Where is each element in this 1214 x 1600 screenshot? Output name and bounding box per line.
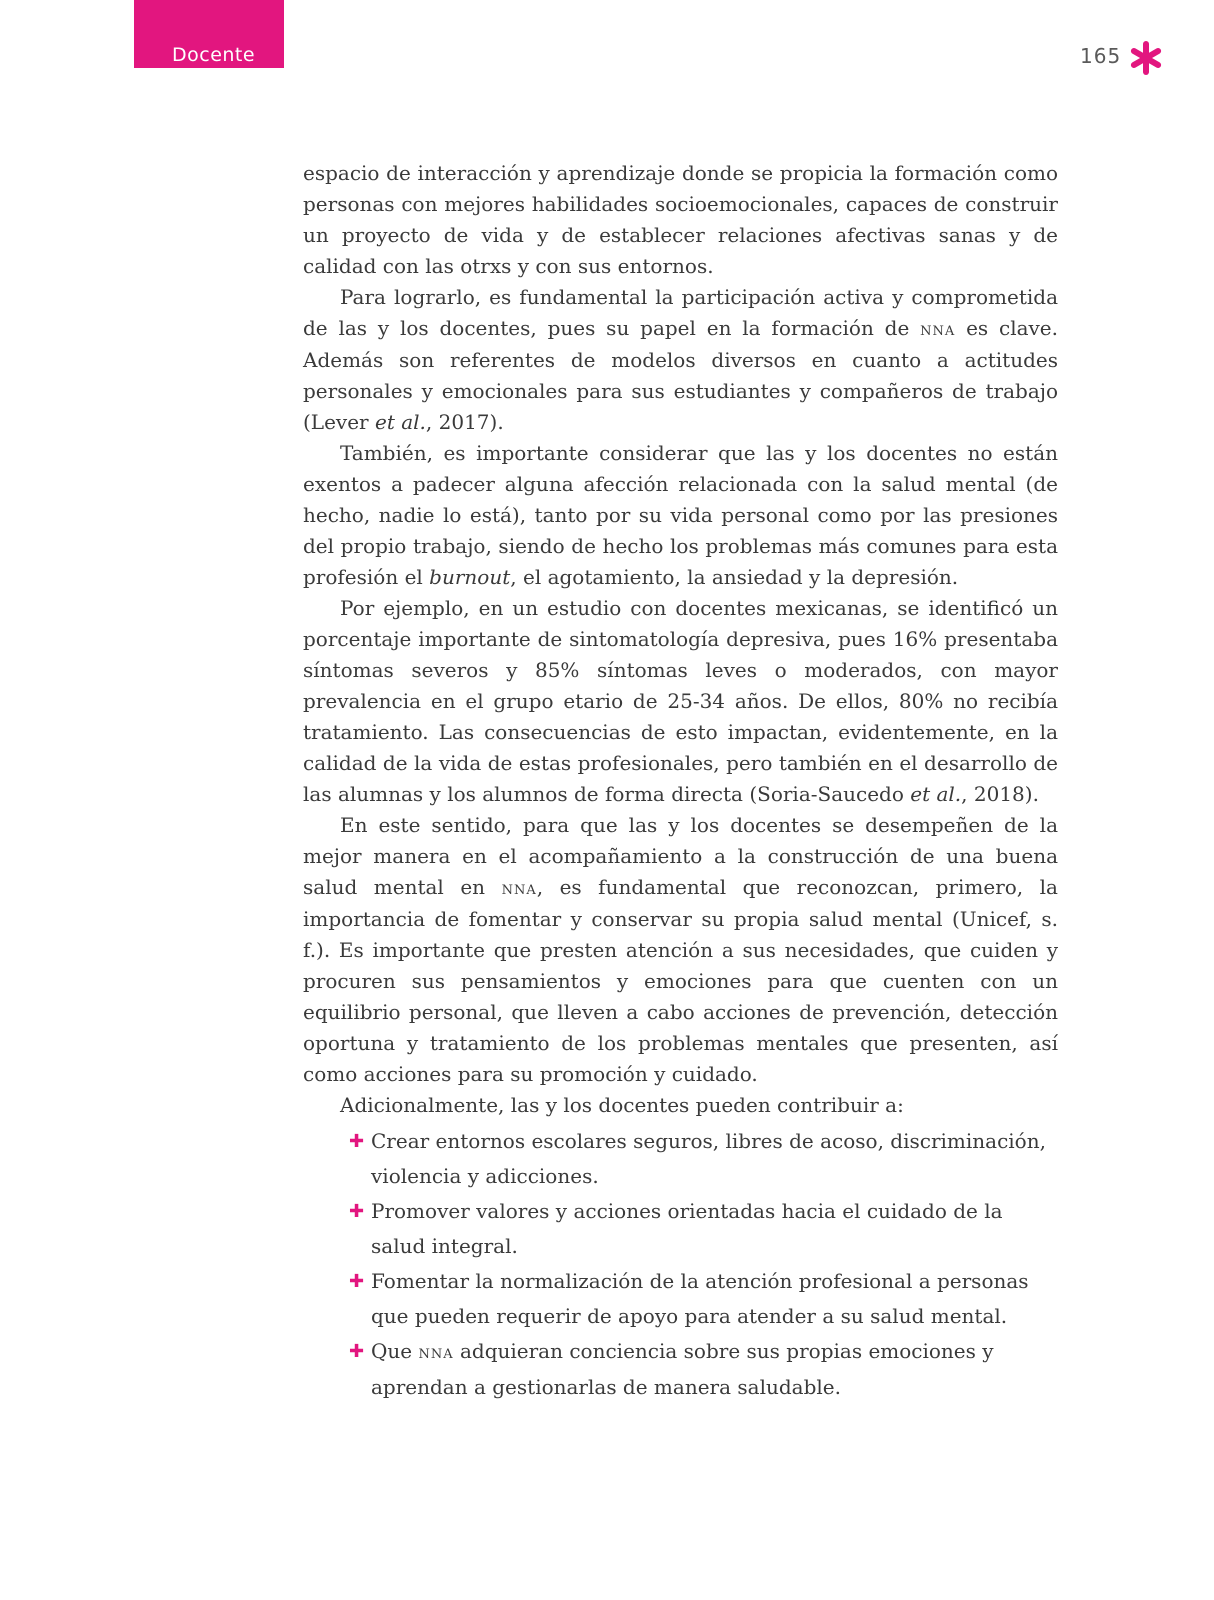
list-item [349,1264,1049,1334]
paragraph-3 [303,438,1058,593]
paragraph-2 [303,282,1058,438]
bullet-list [349,1124,1049,1405]
main-text [303,158,1058,1121]
paragraph-2-text-b: es clave. Además son referentes de modelos diversos en cuanto a actitudes personales y emocionales para sus estudiantes y compañeros de trabajo (Lever [303,316,1059,434]
list-item-text-b: adquieran conciencia sobre sus propias emociones y aprendan a gestionarlas de manera saludable. [371,1339,994,1399]
paragraph-1 [303,158,1058,282]
plus-bullet-icon: ✚ [349,1341,365,1362]
list-item [349,1124,1049,1194]
paragraph-6 [303,1090,1058,1121]
list-item-text: Fomentar la normalización de la atención profesional a personas que pueden requerir de apoyo para atender a su salud mental. [371,1269,1029,1328]
term-burnout: burnout [429,565,511,589]
list-item [349,1194,1049,1264]
paragraph-5 [303,810,1058,1090]
paragraph-4 [303,593,1058,810]
abbr-nna: nna [418,1342,454,1363]
plus-bullet-icon: ✚ [349,1201,365,1222]
paragraph-6-text: Adicionalmente, las y los docentes pueden contribuir a: [340,1093,904,1117]
list-item-text: Crear entornos escolares seguros, libres de acoso, discriminación, violencia y adicciones. [371,1129,1046,1188]
paragraph-3-text-b: , el agotamiento, la ansiedad y la depresión. [510,565,959,589]
asterisk-icon [1128,40,1164,76]
plus-bullet-icon: ✚ [349,1131,365,1152]
paragraph-5-text-b: , es fundamental que reconozcan, primero, la importancia de fomentar y conservar su propia salud mental (Unicef, s. f.). Es importante que presten atención a sus necesidades, que cuiden y procuren sus pensamientos y emociones para que cuenten con un equilibrio personal, que lleven a cabo acciones de prevención, detección oportuna y tratamiento de los problemas mentales que presenten, así como acciones para su promoción y cuidado. [303,875,1058,1086]
list-item-text: Promover valores y acciones orientadas hacia el cuidado de la salud integral. [371,1199,1003,1258]
abbr-nna: nna [920,319,956,340]
paragraph-5-text-a: En este sentido, para que las y los docentes se desempeñen de la mejor manera en el acompañamiento a la construcción de una buena salud mental en [303,813,1058,899]
paragraph-4-text-b: , 2018). [961,782,1039,806]
plus-bullet-icon: ✚ [349,1271,365,1292]
list-item [349,1334,1049,1405]
paragraph-4-text-a: Por ejemplo, en un estudio con docentes mexicanas, se identificó un porcentaje importante de sintomatología depresiva, pues 16% presentaba síntomas severos y 85% síntomas leves o moderados, con mayor prevalencia en el grupo etario de 25-34 años. De ellos, 80% no recibía tratamiento. Las consecuencias de esto impactan, evidentemente, en la calidad de la vida de estas profesionales, pero también en el desarrollo de las alumnas y los alumnos de forma directa (Soria-Saucedo [303,596,1058,806]
citation-etal: et al. [374,410,426,434]
paragraph-2-text-c: , 2017). [425,410,504,434]
paragraph-3-text-a: También, es importante considerar que las y los docentes no están exentos a padecer alguna afección relacionada con la salud mental (de hecho, nadie lo está), tanto por su vida personal como por las presiones del propio trabajo, siendo de hecho los problemas más comunes para esta profesión el [303,441,1058,589]
section-tab [134,0,284,68]
page-number: 165 [1080,44,1122,68]
citation-etal: et al. [910,782,962,806]
section-label: Docente [172,44,256,66]
paragraph-2-text-a: Para lograrlo, es fundamental la participación activa y comprometida de las y los docentes, pues su papel en la formación de [303,285,1058,340]
abbr-nna: nna [501,878,537,899]
list-item-text-a: Que [371,1339,419,1363]
paragraph-1-text: espacio de interacción y aprendizaje donde se propicia la formación como personas con mejores habilidades socioemocionales, capaces de construir un proyecto de vida y de establecer relaciones afectivas sanas y de calidad con las otrxs y con sus entornos. [303,161,1058,278]
